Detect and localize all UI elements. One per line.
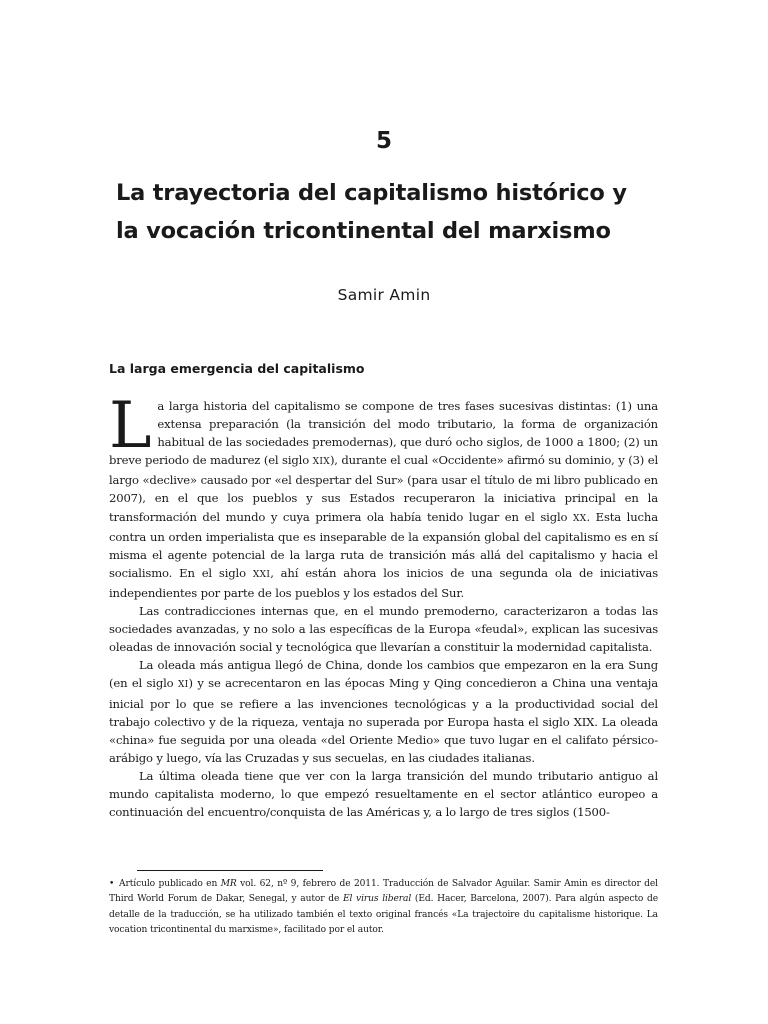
chapter-title-line-1: La trayectoria del capitalismo histórico y [116,180,627,206]
paragraph-4: La última oleada tiene que ver con la larga transición del mundo tributario antiguo al mundo capitalista moderno, lo que empezó resueltamente en el sector atlántico europeo a continuación del encuentro/conquista de las Américas y, a lo largo de tres siglos (1500- [109,768,658,820]
drop-cap: L [109,389,152,463]
footnote-divider [137,870,323,871]
paragraph-3: La oleada más antigua llegó de China, donde los cambios que empezaron en la era Sung (en el siglo XI) y se acrecentaron en las épocas Ming y Qing concedieron a China una ventaja inicial por lo que se refiere a las invenciones tecnológicas y a la productividad social del trabajo colectivo y de la riqueza, ventaja no superada por Europa hasta el siglo XIX. La oleada «china» fue seguida por una oleada «del Oriente Medio» que tuvo lugar en el califato pérsico-arábigo y luego, vía las Cruzadas y sus secuelas, en las ciudades italianas. [109,658,659,765]
chapter-title [116,174,716,250]
section-heading: La larga emergencia del capitalismo [109,361,365,376]
chapter-number: 5 [375,128,392,154]
chapter-title-line-2: la vocación tricontinental del marxismo [116,218,611,244]
footnote-bullet: • [109,879,115,889]
author-name: Samir Amin [337,286,431,304]
body-text [109,389,659,821]
paragraph-1: La larga historia del capitalismo se compone de tres fases sucesivas distintas: (1) una extensa preparación (la transición del modo tributario, la forma de organización habitual de las sociedades premodernas), que duró ocho siglos, de 1000 a 1800; (2) un breve periodo de madurez (el siglo XIX), durante el cual «Occidente» afirmó su dominio, y (3) el largo «declive» causado por «el despertar del Sur» (para usar el título de mi libro publicado en 2007), en el que los pueblos y sus Estados recuperaron la iniciativa principal en la transformación del mundo y cuya primera ola había tenido lugar en el siglo XX. Esta lucha contra un orden imperialista que es inseparable de la expansión global del capitalismo es en sí misma el agente potencial de la larga ruta de transición más allá del capitalismo y hacia el socialismo. En el siglo XXI, ahí están ahora los inicios de una segunda ola de iniciativas independientes por parte de los pueblos y los estados del Sur. [109,389,658,600]
paragraph-2: Las contradicciones internas que, en el mundo premoderno, caracterizaron a todas las sociedades avanzadas, y no solo a las específicas de la Europa «feudal», explican las sucesivas oleadas de innovación social y tecnológica que llevarían a constituir la modernidad capitalista. [109,604,658,655]
footnote: • Artículo publicado en MR vol. 62, nº 9, febrero de 2011. Traducción de Salvador Aguilar. Samir Amin es director del Third World Forum de Dakar, Senegal, y autor de El virus liberal (Ed. Hacer, Barcelona, 2007). Para algún aspecto de detalle de la traducción, se ha utilizado también el texto original francés «La trajectoire du capitalisme historique. La vocation tricontinental du marxisme», facilitado por el autor. [109,879,658,935]
